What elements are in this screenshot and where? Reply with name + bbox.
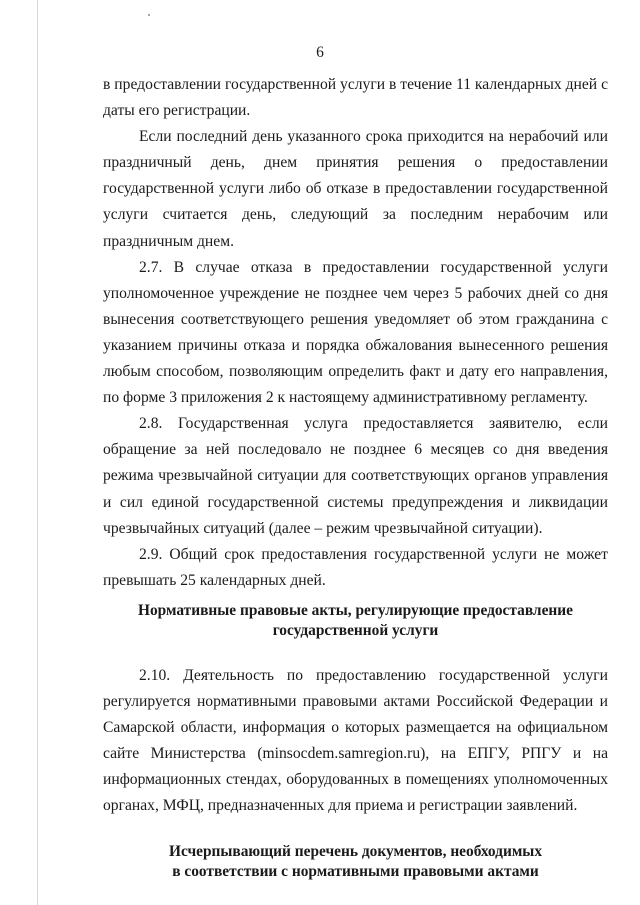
paragraph-2-10: 2.10. Деятельность по предоставлению государственной услуги регулируется нормативными правовыми актами Российской Федерации и Самарской области, информация о которых размещается на официальном сайте Министерства (minsocdem.samregion.ru), на ЕПГУ, РПГУ и на информационных стендах, оборудованных в помещениях уполномоченных органах, МФЦ, предназначенных для приема и регистрации заявлений.	[103, 666, 608, 815]
scan-speck	[148, 14, 150, 16]
heading-line: государственной услуги	[272, 621, 439, 639]
paragraph-continuation: в предоставлении государственной услуги в течение 11 календарных дней с даты его регистрации.	[103, 76, 608, 120]
heading-line: Исчерпывающий перечень документов, необходимых	[168, 843, 543, 861]
paragraph-deadline-holiday: Если последний день указанного срока приходится на нерабочий или праздничный день, днем принятия решения о предоставлении государственной услуги либо об отказе в предоставлении государственной услуги считается день, следующий за последним нерабочим или праздничным днем.	[103, 128, 608, 250]
heading-line: Нормативные правовые акты, регулирующие предоставление	[138, 601, 573, 619]
section-heading-documents	[103, 842, 608, 882]
page-number: 6	[316, 44, 324, 61]
paragraph-2-8: 2.8. Государственная услуга предоставляется заявителю, если обращение за ней последовало не позднее 6 месяцев со дня введения режима чрезвычайной ситуации для соответствующих органов управления и сил единой государственной системы предупреждения и ликвидации чрезвычайных ситуаций (далее – режим чрезвычайной ситуации).	[103, 415, 608, 537]
paragraph-2-7: 2.7. В случае отказа в предоставлении государственной услуги уполномоченное учреждение не позднее чем через 5 рабочих дней со дня вынесения соответствующего решения уведомляет об этом гражданина с указанием причины отказа и порядка обжалования вынесенного решения любым способом, позволяющим определить факт и дату его направления, по форме 3 приложения 2 к настоящему административному регламенту.	[103, 258, 608, 407]
scan-edge-line	[37, 0, 38, 905]
paragraph-2-9: 2.9. Общий срок предоставления государственной услуги не может превышать 25 календарных дней.	[103, 545, 608, 589]
document-body	[103, 72, 608, 882]
section-heading-legal-acts	[103, 601, 608, 641]
heading-line: в соответствии с нормативными правовыми актами	[172, 863, 539, 881]
